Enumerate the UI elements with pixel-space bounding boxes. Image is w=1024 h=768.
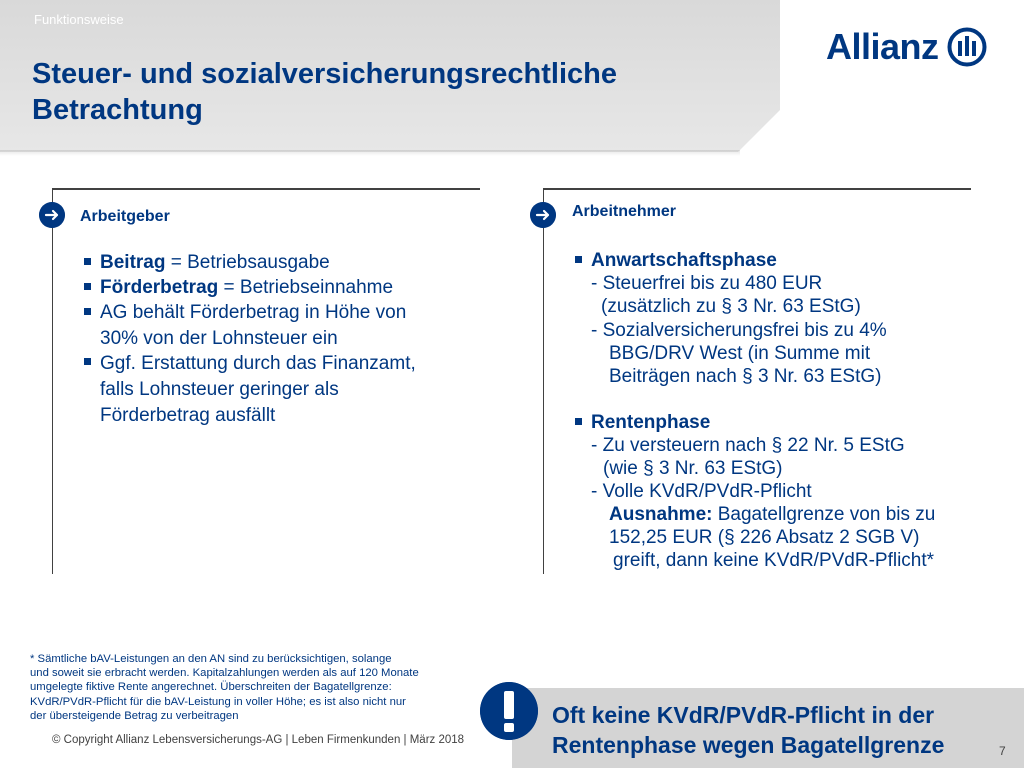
bullet-marker [84,308,91,315]
bullet-marker [84,283,91,290]
header-shadow [0,150,740,156]
left-bullet-4-line2: falls Lohnsteuer geringer als [100,379,339,400]
arrow-right-icon [530,202,556,228]
callout-line1: Oft keine KVdR/PVdR-Pflicht in der [552,702,935,728]
left-column-left-rule [52,188,53,574]
allianz-eagle-icon [947,27,987,67]
slide-title [32,56,732,128]
phase1-line2: (zusätzlich zu § 3 Nr. 63 EStG) [601,296,861,317]
allianz-logo [826,26,987,68]
phase2-title: Rentenphase [591,412,711,433]
footnote-line: * Sämtliche bAV-Leistungen an den AN sind zu berücksichtigen, solange [30,653,392,665]
page-number: 7 [999,744,1006,758]
slide-title-line2: Betrachtung [32,94,203,126]
right-column-left-rule [543,188,544,574]
callout-text [552,700,944,760]
phase2-exception: Ausnahme: Bagatellgrenze von bis zu [609,504,936,525]
left-column-top-rule [52,188,480,190]
section-label: Funktionsweise [34,12,124,27]
footnote-line: der übersteigende Betrag zu verbeitragen [30,709,239,722]
left-column-heading: Arbeitgeber [80,208,170,225]
left-bullet-4-line1: Ggf. Erstattung durch das Finanzamt, [100,353,416,374]
bullet-marker [84,358,91,365]
arrow-right-icon [39,202,65,228]
callout-line2: Rentenphase wegen Bagatellgrenze [552,732,945,758]
phase2-line1: - Zu versteuern nach § 22 Nr. 5 EStG [591,435,905,456]
phase1-line5: Beiträgen nach § 3 Nr. 63 EStG) [609,366,882,387]
bullet-marker [84,258,91,265]
exclamation-icon [480,682,538,740]
phase2-exception-line2: 152,25 EUR (§ 226 Absatz 2 SGB V) [609,527,920,548]
footnote [30,652,419,723]
phase2-exception-line3: greift, dann keine KVdR/PVdR-Pflicht* [613,550,935,571]
phase1-title: Anwartschaftsphase [591,250,777,271]
left-bullet-3-line1: AG behält Förderbetrag in Höhe von [100,302,407,323]
bullet-marker [575,256,582,263]
right-column-heading: Arbeitnehmer [572,203,677,220]
slide-title-line1: Steuer- und sozialversicherungsrechtliche [32,58,618,90]
footnote-line: KVdR/PVdR-Pflicht für die bAV-Leistung in voller Höhe; es ist also nicht nur [30,695,406,708]
logo-text: Allianz [826,26,939,67]
phase1-line4: BBG/DRV West (in Summe mit [609,343,871,364]
bullet-marker [575,418,582,425]
left-bullet-1: Beitrag = Betriebsausgabe [100,252,330,273]
left-bullet-4-line3: Förderbetrag ausfällt [100,405,276,426]
right-column-top-rule [543,188,971,190]
copyright: © Copyright Allianz Lebensversicherungs-AG | Leben Firmenkunden | März 2018 [52,734,465,746]
phase2-line3: - Volle KVdR/PVdR-Pflicht [591,481,812,502]
footnote-line: und soweit sie erbracht werden. Kapitalzahlungen werden als auf 120 Monate [30,667,419,680]
phase2-line2: (wie § 3 Nr. 63 EStG) [603,458,783,479]
phase1-line3: - Sozialversicherungsfrei bis zu 4% [591,320,887,341]
footnote-line: umgelegte fiktive Rente angerechnet. Überschreiten der Bagatellgrenze: [30,681,392,694]
left-bullet-3-line2: 30% von der Lohnsteuer ein [100,328,338,349]
left-bullet-2: Förderbetrag = Betriebseinnahme [100,277,394,298]
phase1-line1: - Steuerfrei bis zu 480 EUR [591,273,823,294]
